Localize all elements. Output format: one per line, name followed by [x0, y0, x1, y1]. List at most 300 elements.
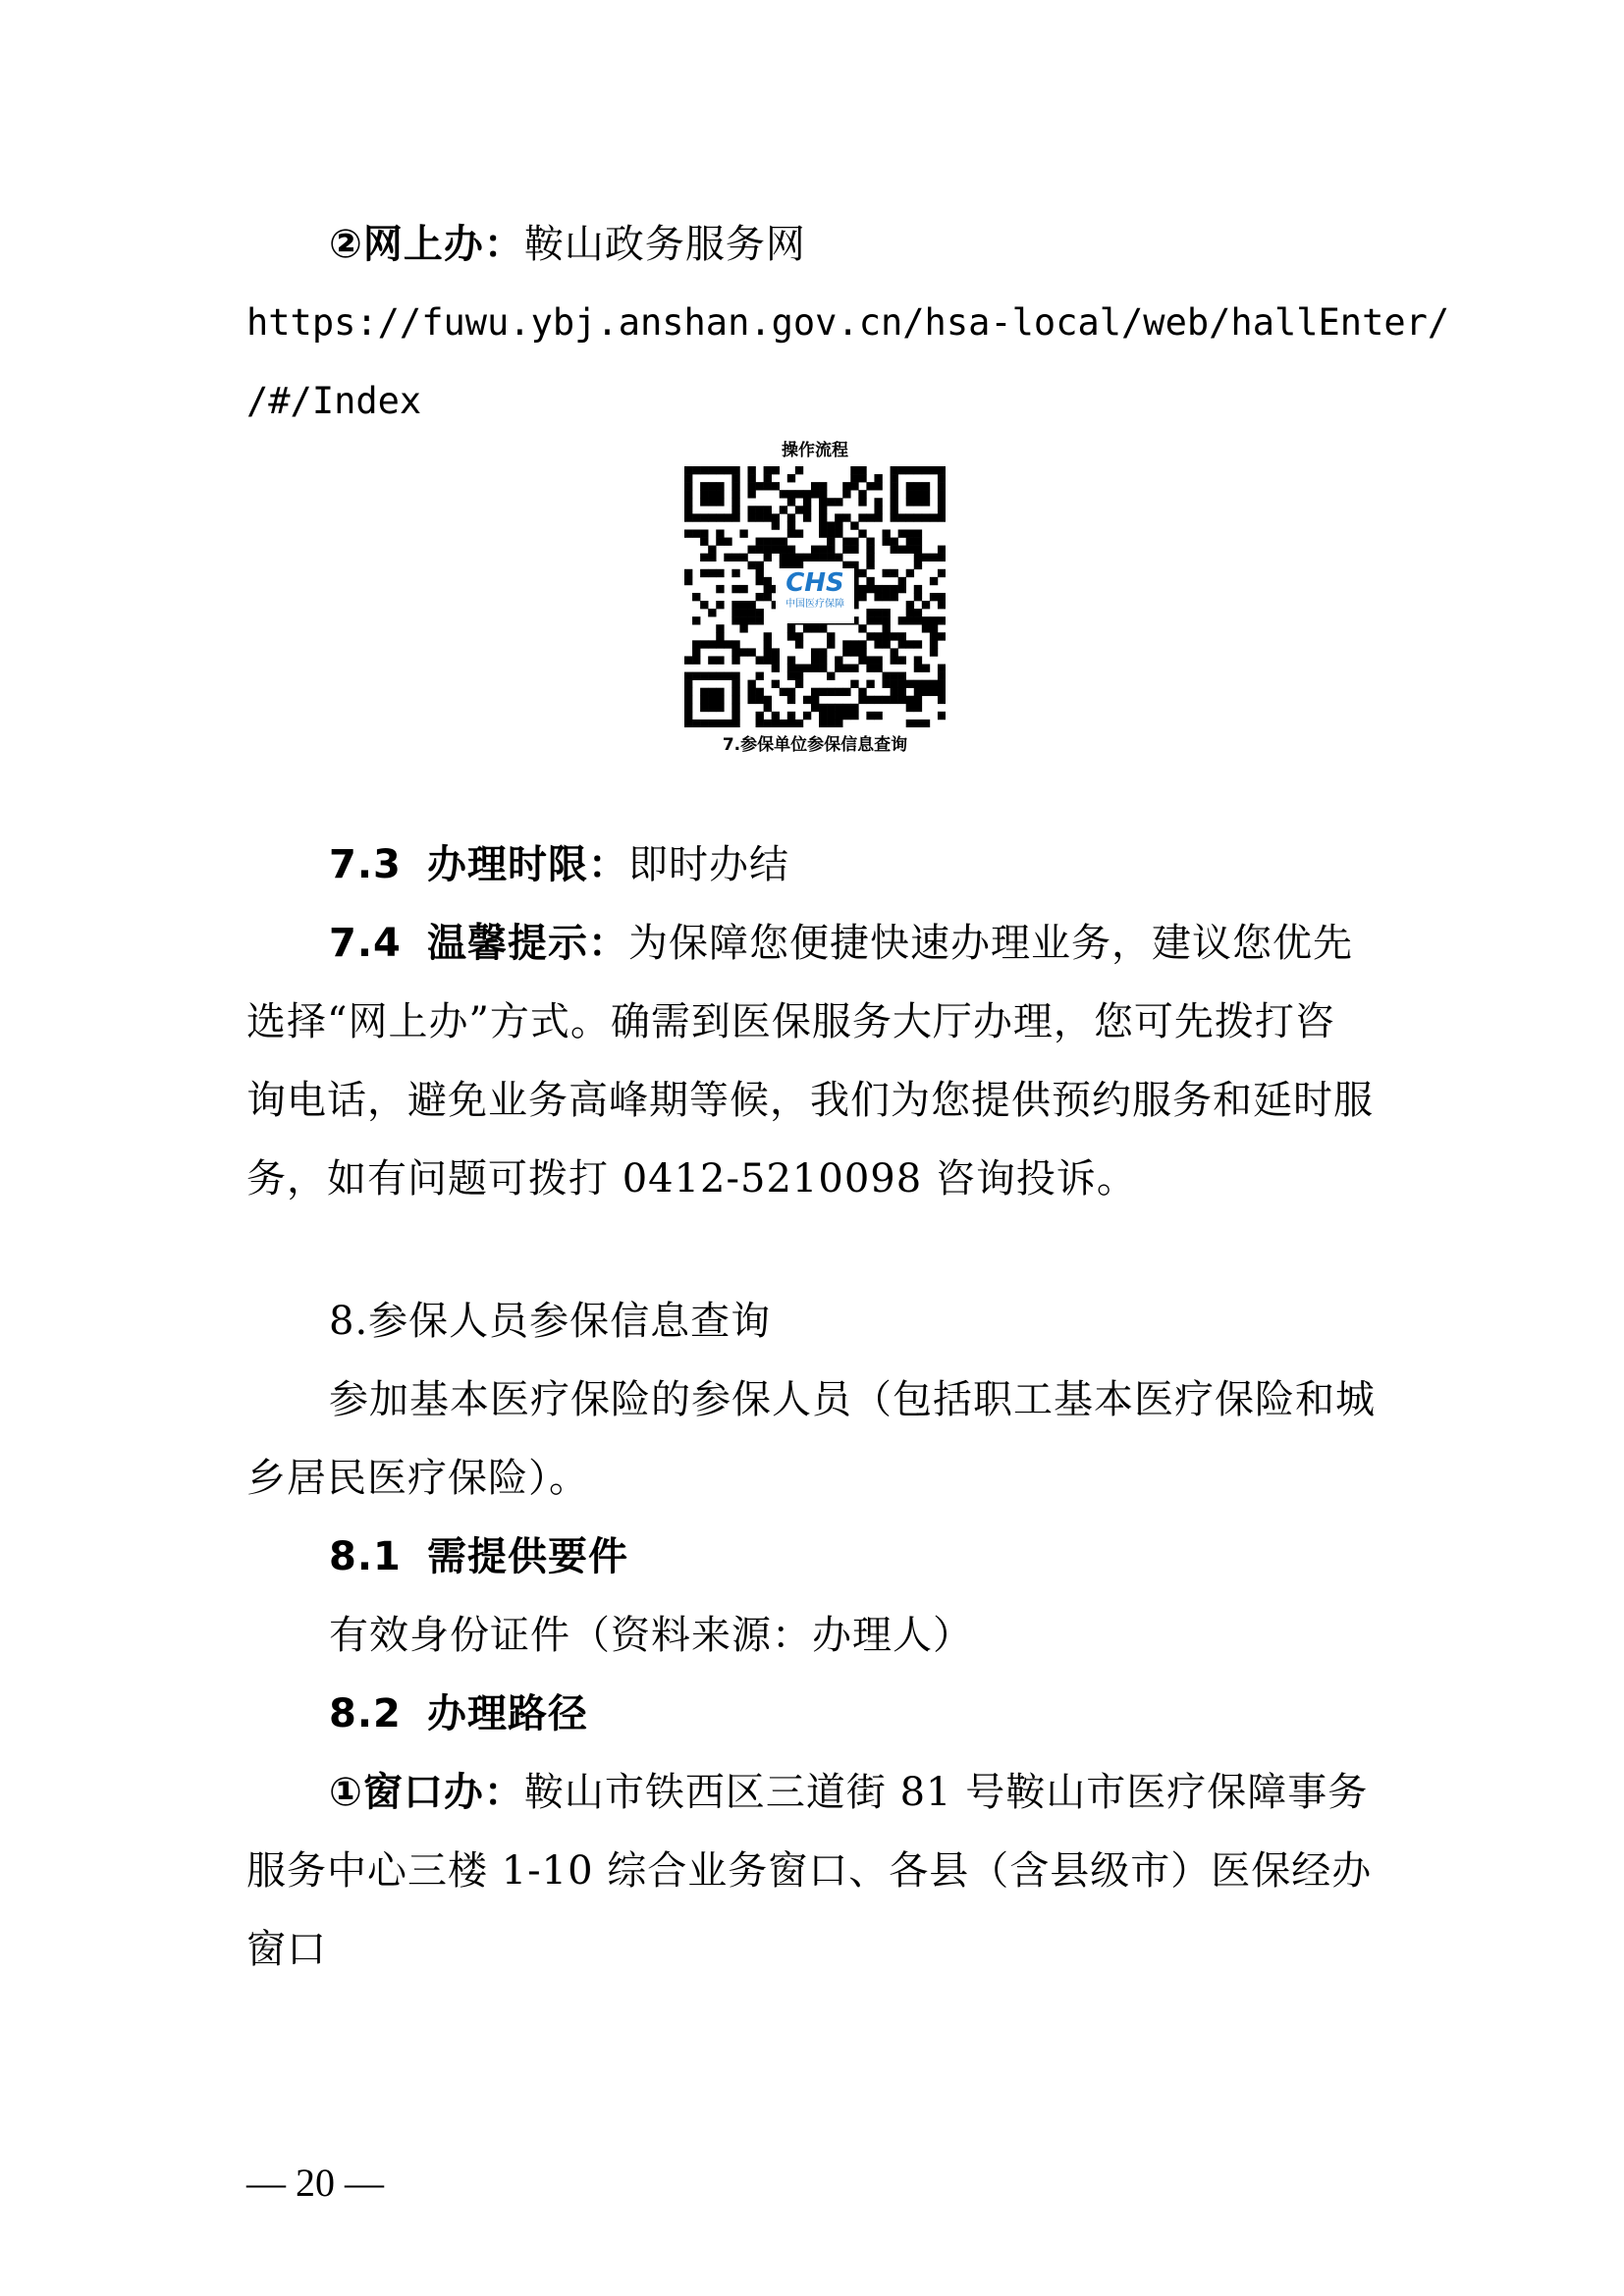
qr-module [898, 529, 906, 537]
qr-module [866, 585, 874, 593]
qr-module [938, 712, 946, 720]
qr-module [914, 656, 922, 664]
qr-module [858, 513, 866, 521]
qr-module [764, 466, 772, 474]
chs-logo-subtext: 中国医疗保障 [785, 599, 844, 610]
chs-logo [776, 568, 854, 623]
qr-module [922, 680, 930, 688]
qr-module [930, 593, 938, 601]
qr-module [700, 696, 708, 704]
online-item [329, 217, 806, 272]
qr-module [787, 720, 795, 727]
section-7-4 [329, 916, 1353, 971]
qr-module [842, 482, 850, 490]
qr-module [906, 704, 914, 712]
qr-module [700, 482, 708, 490]
qr-module [866, 577, 874, 585]
qr-module [764, 585, 772, 593]
qr-module [684, 506, 692, 513]
qr-module [842, 704, 850, 712]
qr-module [684, 696, 692, 704]
qr-module [883, 538, 891, 546]
tip-line-2: 选择“网上办”方式。确需到医保服务大厅办理，您可先拨打咨 [246, 999, 1335, 1044]
qr-module [819, 624, 827, 632]
qr-module [795, 506, 803, 513]
qr-module [756, 538, 764, 546]
qr-module [764, 506, 772, 513]
qr-module [756, 688, 764, 696]
qr-module [898, 577, 906, 585]
window-line-2: 服务中心三楼 1-10 综合业务窗口、各县（含县级市）医保经办 [246, 1848, 1373, 1894]
qr-module [891, 680, 898, 688]
qr-module [930, 554, 938, 561]
qr-module [938, 593, 946, 601]
qr-module [787, 490, 795, 498]
qr-module [922, 688, 930, 696]
qr-module [819, 648, 827, 656]
qr-module [906, 696, 914, 704]
qr-module [764, 704, 772, 712]
qr-module [835, 720, 842, 727]
qr-module [731, 554, 739, 561]
qr-module [716, 490, 724, 498]
qr-module [922, 498, 930, 506]
qr-module [700, 513, 708, 521]
qr-module [692, 656, 700, 664]
qr-module [700, 466, 708, 474]
window-label: 窗口办： [362, 1770, 524, 1815]
qr-module [780, 546, 787, 554]
qr-module [684, 569, 692, 577]
qr-module [731, 506, 739, 513]
qr-module [930, 616, 938, 624]
qr-module [866, 656, 874, 664]
qr-module [827, 720, 835, 727]
qr-figure [677, 439, 952, 757]
qr-module [756, 616, 764, 624]
qr-module [914, 546, 922, 554]
qr-module [731, 720, 739, 727]
qr-module [883, 672, 891, 680]
qr-module [811, 665, 819, 672]
qr-module [756, 656, 764, 664]
online-text: 鞍山政务服务网 [523, 222, 806, 267]
qr-module [811, 688, 819, 696]
qr-module [938, 554, 946, 561]
qr-module [898, 688, 906, 696]
qr-module [922, 624, 930, 632]
qr-module [739, 601, 747, 609]
qr-module [819, 498, 827, 506]
qr-module [756, 609, 764, 616]
qr-module [922, 720, 930, 727]
qr-module [731, 704, 739, 712]
qr-module [906, 490, 914, 498]
qr-module [708, 609, 716, 616]
qr-module [938, 474, 946, 482]
qr-module [891, 482, 898, 490]
qr-module [898, 585, 906, 593]
qr-module [716, 538, 724, 546]
qr-module [747, 696, 755, 704]
qr-module [906, 609, 914, 616]
qr-module [930, 688, 938, 696]
qr-module [708, 696, 716, 704]
qr-module [874, 506, 882, 513]
qr-module [731, 680, 739, 688]
qr-module [731, 672, 739, 680]
qr-module [874, 656, 882, 664]
qr-module [930, 640, 938, 648]
qr-module [866, 513, 874, 521]
qr-module [922, 601, 930, 609]
qr-module [684, 688, 692, 696]
section-7-3 [329, 837, 789, 892]
qr-module [739, 585, 747, 593]
qr-module [684, 656, 692, 664]
qr-module [898, 466, 906, 474]
page-number: — 20 — [246, 2161, 384, 2205]
qr-module [938, 665, 946, 672]
qr-module [914, 688, 922, 696]
qr-module [803, 490, 811, 498]
qr-module [747, 616, 755, 624]
qr-module [850, 466, 858, 474]
qr-module [708, 546, 716, 554]
qr-module [708, 554, 716, 561]
qr-module [827, 498, 835, 506]
qr-module [756, 513, 764, 521]
qr-module [795, 672, 803, 680]
qr-module [938, 632, 946, 640]
qr-module [874, 585, 882, 593]
qr-module [764, 656, 772, 664]
qr-module [747, 506, 755, 513]
qr-module [772, 665, 780, 672]
qr-module [914, 696, 922, 704]
qr-module [891, 688, 898, 696]
qr-module [731, 696, 739, 704]
qr-module [938, 616, 946, 624]
qr-module [858, 624, 866, 632]
qr-module [874, 712, 882, 720]
qr-module [938, 466, 946, 474]
qr-module [700, 672, 708, 680]
qr-module [772, 656, 780, 664]
qr-module [835, 704, 842, 712]
qr-module [716, 632, 724, 640]
qr-module [842, 546, 850, 554]
qr-module [858, 569, 866, 577]
qr-module [811, 482, 819, 490]
qr-module [684, 672, 692, 680]
section-8-2 [329, 1686, 588, 1741]
qr-module [891, 593, 898, 601]
section-label: 办理路径 [427, 1691, 588, 1736]
qr-module [787, 554, 795, 561]
qr-module [811, 704, 819, 712]
qr-module [914, 640, 922, 648]
qr-module [764, 632, 772, 640]
qr-module [850, 704, 858, 712]
qr-module [700, 554, 708, 561]
qr-module [883, 609, 891, 616]
qr-module [803, 624, 811, 632]
qr-module [850, 680, 858, 688]
qr-module [883, 680, 891, 688]
qr-module [906, 720, 914, 727]
qr-module [874, 632, 882, 640]
qr-module [772, 482, 780, 490]
circled-number-2: ② [329, 222, 363, 267]
qr-module [716, 640, 724, 648]
qr-module [716, 672, 724, 680]
qr-module [842, 665, 850, 672]
qr-module [906, 482, 914, 490]
qr-module [858, 593, 866, 601]
qr-module [716, 513, 724, 521]
qr-module [700, 704, 708, 712]
qr-module [787, 665, 795, 672]
qr-module [747, 546, 755, 554]
qr-module [914, 554, 922, 561]
qr-module [883, 616, 891, 624]
qr-module [827, 672, 835, 680]
qr-module [780, 506, 787, 513]
qr-module [866, 546, 874, 554]
qr-module [787, 474, 795, 482]
qr-module [795, 665, 803, 672]
qr-module [684, 498, 692, 506]
qr-module [827, 712, 835, 720]
qr-module [866, 616, 874, 624]
qr-module [756, 561, 764, 569]
qr-module [795, 680, 803, 688]
qr-module [731, 648, 739, 656]
qr-module [891, 474, 898, 482]
qr-module [684, 474, 692, 482]
qr-module [898, 616, 906, 624]
qr-module [724, 672, 731, 680]
qr-module [858, 466, 866, 474]
qr-module [891, 546, 898, 554]
qr-module [819, 529, 827, 537]
qr-module [835, 688, 842, 696]
qr-module [819, 482, 827, 490]
qr-module [692, 648, 700, 656]
qr-module [739, 616, 747, 624]
qr-module [850, 521, 858, 529]
circled-number-1: ① [329, 1770, 363, 1815]
qr-module [898, 546, 906, 554]
section-8-heading: 8.参保人员参保信息查询 [329, 1299, 772, 1344]
qr-module [866, 482, 874, 490]
section-label: 温馨提示： [427, 921, 628, 966]
qr-module [787, 513, 795, 521]
qr-module [803, 712, 811, 720]
qr-module [684, 482, 692, 490]
qr-module [772, 648, 780, 656]
qr-module [803, 554, 811, 561]
qr-module [842, 513, 850, 521]
qr-module [858, 529, 866, 537]
qr-module [914, 593, 922, 601]
qr-module [747, 601, 755, 609]
qr-module [700, 490, 708, 498]
qr-module [906, 538, 914, 546]
qr-module [835, 529, 842, 537]
qr-module [692, 720, 700, 727]
qr-module [850, 546, 858, 554]
qr-module [827, 554, 835, 561]
qr-module [850, 538, 858, 546]
qr-module [858, 656, 866, 664]
qr-module [764, 696, 772, 704]
qr-module [835, 554, 842, 561]
qr-module [811, 624, 819, 632]
qr-module [708, 569, 716, 577]
qr-module [756, 593, 764, 601]
qr-module [787, 624, 795, 632]
qr-module [780, 538, 787, 546]
qr-module [780, 554, 787, 561]
qr-module [716, 688, 724, 696]
qr-module [906, 466, 914, 474]
qr-module [787, 696, 795, 704]
qr-module [731, 482, 739, 490]
qr-module [811, 656, 819, 664]
qr-module [850, 665, 858, 672]
qr-module [811, 648, 819, 656]
qr-module [700, 529, 708, 537]
qr-module [938, 680, 946, 688]
qr-module [803, 696, 811, 704]
qr-module [891, 498, 898, 506]
qr-module [827, 640, 835, 648]
qr-module [716, 529, 724, 537]
qr-module [883, 624, 891, 632]
qr-module [716, 482, 724, 490]
qr-module [692, 513, 700, 521]
qr-module [811, 490, 819, 498]
qr-module [747, 688, 755, 696]
qr-module [914, 609, 922, 616]
url-line-2[interactable]: /#/Index [246, 380, 422, 422]
qr-module [764, 720, 772, 727]
qr-module [914, 498, 922, 506]
window-item [329, 1765, 1368, 1820]
qr-module [684, 490, 692, 498]
qr-module [835, 521, 842, 529]
qr-module [731, 656, 739, 664]
qr-module [866, 554, 874, 561]
section-number: 7.3 [329, 842, 402, 887]
qr-module [716, 696, 724, 704]
qr-module [780, 490, 787, 498]
qr-module [708, 720, 716, 727]
qr-module [930, 513, 938, 521]
qr-module [764, 577, 772, 585]
window-line-3: 窗口 [246, 1927, 327, 1972]
qr-module [874, 482, 882, 490]
qr-module [827, 546, 835, 554]
qr-module [930, 577, 938, 585]
qr-module [922, 490, 930, 498]
qr-module [866, 665, 874, 672]
qr-module [906, 601, 914, 609]
qr-module [716, 601, 724, 609]
url-line-1[interactable]: https://fuwu.ybj.anshan.gov.cn/hsa-local/web/hallEnter/ [246, 301, 1450, 344]
qr-module [819, 513, 827, 521]
qr-module [772, 521, 780, 529]
qr-module [764, 648, 772, 656]
qr-module [874, 498, 882, 506]
window-text: 鞍山市铁西区三道街 81 号鞍山市医疗保障事务 [523, 1770, 1369, 1815]
qr-module [835, 656, 842, 664]
qr-module [787, 672, 795, 680]
qr-module [914, 720, 922, 727]
qr-module [842, 712, 850, 720]
qr-module [747, 490, 755, 498]
qr-module [684, 712, 692, 720]
qr-module [772, 513, 780, 521]
qr-module [922, 482, 930, 490]
qr-module [866, 609, 874, 616]
qr-module [874, 640, 882, 648]
qr-module [684, 704, 692, 712]
qr-module [891, 506, 898, 513]
section-number: 8.1 [329, 1534, 402, 1579]
qr-module [700, 601, 708, 609]
section-text: 即时办结 [628, 842, 789, 887]
qr-module [914, 513, 922, 521]
qr-module [708, 482, 716, 490]
qr-module [819, 704, 827, 712]
section-8-line-2: 乡居民医疗保险）。 [246, 1456, 589, 1501]
qr-module [724, 466, 731, 474]
qr-module [780, 688, 787, 696]
qr-module [842, 538, 850, 546]
qr-module [883, 640, 891, 648]
qr-module [787, 521, 795, 529]
qr-module [803, 498, 811, 506]
qr-module [819, 656, 827, 664]
qr-module [692, 672, 700, 680]
qr-module [716, 720, 724, 727]
qr-module [842, 648, 850, 656]
qr-module [764, 554, 772, 561]
qr-module [938, 506, 946, 513]
qr-module [883, 529, 891, 537]
qr-module [874, 474, 882, 482]
qr-module [906, 513, 914, 521]
qr-module [764, 593, 772, 601]
qr-module [739, 554, 747, 561]
qr-module [938, 672, 946, 680]
qr-module [835, 712, 842, 720]
qr-module [731, 616, 739, 624]
qr-module [858, 640, 866, 648]
qr-module [914, 466, 922, 474]
qr-title: 操作流程 [782, 441, 848, 460]
qr-module [811, 554, 819, 561]
qr-module [906, 529, 914, 537]
qr-module [883, 632, 891, 640]
qr-module [914, 538, 922, 546]
qr-module [684, 680, 692, 688]
section-8-1 [329, 1529, 628, 1584]
qr-module [747, 466, 755, 474]
